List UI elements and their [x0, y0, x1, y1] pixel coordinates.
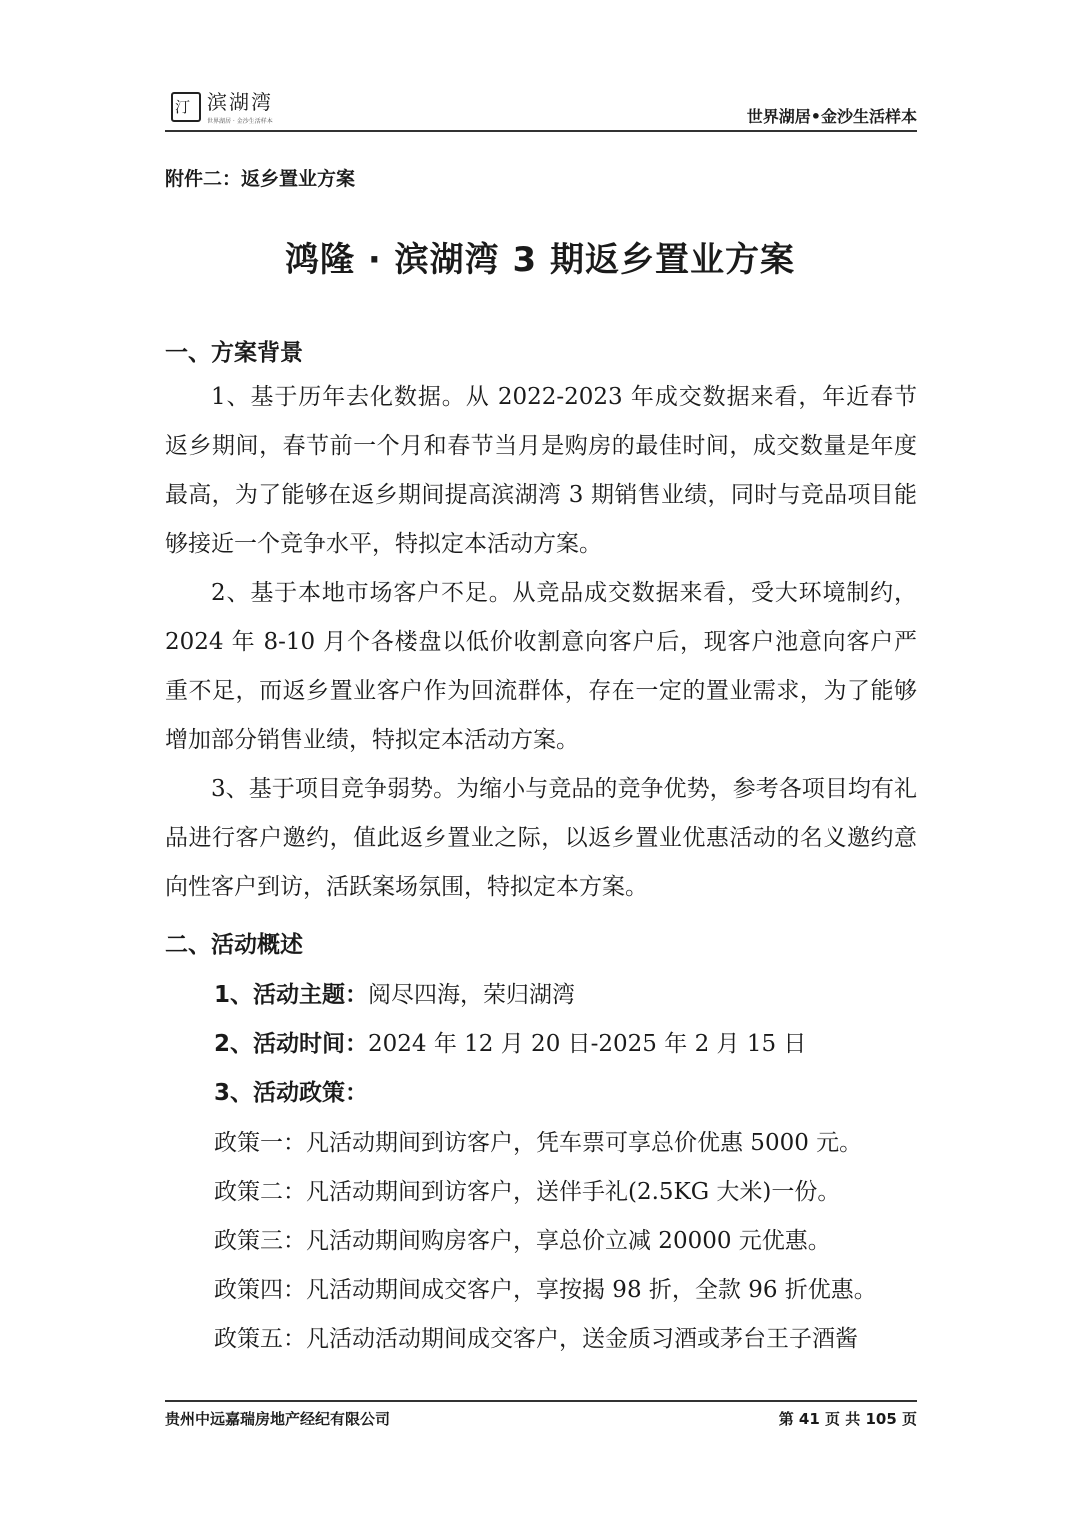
- policy-3: 政策三：凡活动期间购房客户，享总价立减 20000 元优惠。: [214, 1228, 831, 1254]
- page-number: 第 41 页 共 105 页: [778, 1410, 917, 1428]
- footer-company: 贵州中远嘉瑞房地产经纪有限公司: [165, 1410, 391, 1428]
- section-heading-background: 一、方案背景: [165, 340, 303, 366]
- page-header: [165, 84, 917, 132]
- item-value: 阅尽四海，荣归湖湾: [368, 982, 576, 1008]
- item-value: 2024 年 12 月 20 日-2025 年 2 月 15 日: [368, 1031, 807, 1057]
- item-label: 3、活动政策：: [214, 1080, 369, 1106]
- item-label: 1、活动主题：: [214, 982, 369, 1008]
- page-title: 鸿隆 · 滨湖湾 3 期返乡置业方案: [285, 240, 795, 280]
- activity-time: [214, 1025, 806, 1058]
- header-slogan: 世界湖居•金沙生活样本: [746, 107, 917, 126]
- item-label: 2、活动时间：: [214, 1031, 369, 1057]
- section-heading-overview: 二、活动概述: [165, 932, 303, 958]
- policy-4: 政策四：凡活动期间成交客户，享按揭 98 折，全款 96 折优惠。: [214, 1277, 877, 1303]
- logo-mark-text: 汀: [175, 98, 191, 116]
- activity-theme: [214, 976, 575, 1009]
- logo: [171, 88, 311, 124]
- policy-2: 政策二：凡活动期间到访客户，送伴手礼(2.5KG 大米)一份。: [214, 1179, 841, 1205]
- policy-1: 政策一：凡活动期间到访客户，凭车票可享总价优惠 5000 元。: [214, 1130, 863, 1156]
- attachment-label: 附件二：返乡置业方案: [165, 168, 356, 190]
- page-footer: [165, 1400, 917, 1432]
- activity-policy: [214, 1074, 368, 1107]
- logo-subtitle: 世界湖居 · 金沙生活样本: [207, 118, 273, 125]
- paragraph-2: 2、基于本地市场客户不足。从竞品成交数据来看，受大环境制约，2024 年 8-10 月个各楼盘以低价收割意向客户后，现客户池意向客户严重不足，而返乡置业客户作为回流群体，存在一定的置业需求，为了能够增加部分销售业绩，特拟定本活动方案。: [165, 580, 917, 753]
- logo-mark-icon: [171, 92, 201, 122]
- policy-5: 政策五：凡活动活动期间成交客户，送金质习酒或茅台王子酒酱: [214, 1326, 858, 1352]
- logo-name: 滨湖湾: [207, 90, 273, 114]
- paragraph-3: 3、基于项目竞争弱势。为缩小与竞品的竞争优势，参考各项目均有礼品进行客户邀约，值此返乡置业之际，以返乡置业优惠活动的名义邀约意向性客户到访，活跃案场氛围，特拟定本方案。: [165, 776, 917, 900]
- paragraph-1: 1、基于历年去化数据。从 2022-2023 年成交数据来看，年近春节返乡期间，春节前一个月和春节当月是购房的最佳时间，成交数量是年度最高，为了能够在返乡期间提高滨湖湾 3 期销售业绩，同时与竞品项目能够接近一个竞争水平，特拟定本活动方案。: [165, 384, 917, 557]
